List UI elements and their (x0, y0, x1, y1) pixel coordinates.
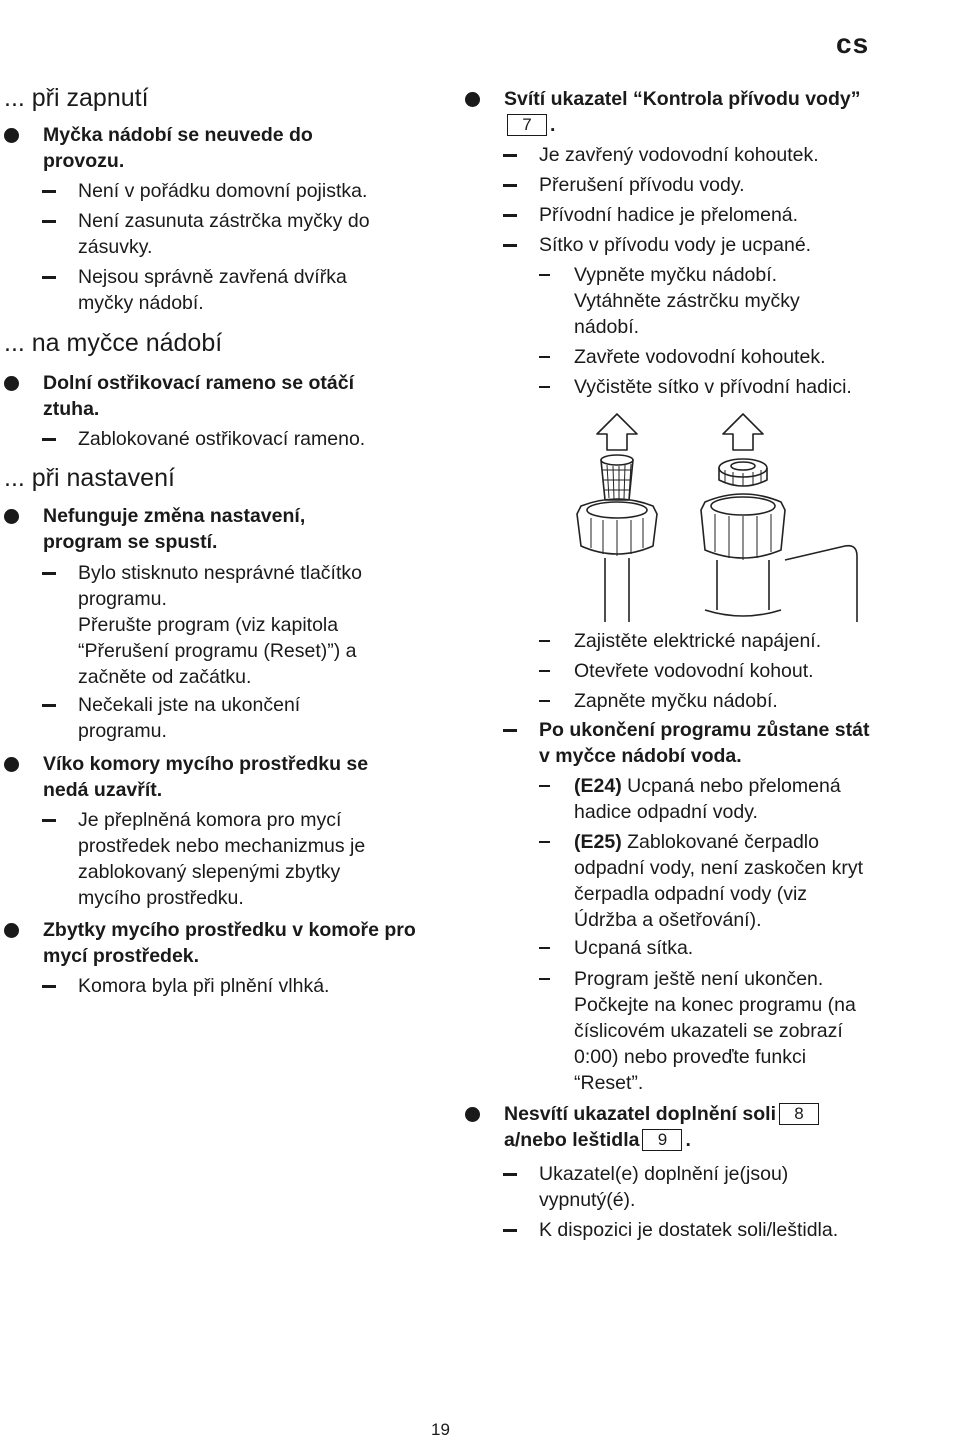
bullet-salt-rinse-indicator (504, 1101, 904, 1153)
hose-connector-1 (577, 499, 657, 622)
step-clean-filter: Vyčistěte sítko v přívodní hadici. (574, 374, 914, 400)
bullet-residue: Zbytky mycího prostředku v komoře pro mycí prostředek. (43, 917, 433, 969)
dash-supply-interrupted: Přerušení přívodu vody. (539, 172, 919, 198)
rinse-aid-text: a/nebo leštidla (504, 1129, 640, 1151)
step-open-tap: Otevřete vodovodní kohout. (574, 658, 914, 684)
indicator-key-7: 7 (507, 114, 547, 136)
bullet-no-start: Myčka nádobí se neuvede do provozu. (43, 122, 343, 174)
section-title-on-dishwasher: ... na myčce nádobí (4, 329, 223, 357)
bullet-lid-not-closing: Víko komory mycího prostředku se nedá uzavřít. (43, 751, 403, 803)
bullet-spray-arm: Dolní ostřikovací rameno se otáčí ztuha. (43, 370, 403, 422)
dash-spray-arm-blocked: Zablokované ostřikovací rameno. (78, 426, 418, 452)
dash-wrong-button: Bylo stisknuto nesprávné tlačítko programu. (78, 560, 408, 612)
salt-indicator-text: Nesvítí ukazatel doplnění soli (504, 1103, 776, 1125)
filter-cap-2 (719, 459, 767, 486)
indicator-key-8: 8 (779, 1103, 819, 1125)
bullet-setting-change: Nefunguje změna nastavení, program se spustí. (43, 503, 363, 555)
up-arrow-icon (597, 414, 637, 450)
error-code-e24: (E24) (574, 775, 622, 797)
dash-filter-blocked: Sítko v přívodu vody je ucpané. (539, 232, 919, 258)
language-code: cs (836, 28, 870, 59)
dash-wet: Komora byla při plnění vlhká. (78, 973, 418, 999)
e24-text: Ucpaná nebo přelomená hadice odpadní vody. (574, 775, 841, 823)
step-close-tap: Zavřete vodovodní kohoutek. (574, 344, 914, 370)
dash-water-remains: Po ukončení programu zůstane stát v myčce nádobí voda. (539, 717, 879, 769)
hose-connector-2 (701, 494, 857, 622)
punctuation-2: . (685, 1129, 691, 1151)
page-number: 19 (431, 1420, 450, 1439)
error-code-e25: (E25) (574, 831, 622, 853)
dash-hose-kinked: Přívodní hadice je přelomená. (539, 202, 919, 228)
up-arrow-icon-2 (723, 414, 763, 450)
step-switch-on: Zapněte myčku nádobí. (574, 688, 914, 714)
text-reset-instruction: Přerušte program (viz kapitola “Přerušení programu (Reset)”) a začněte od začátku. (78, 614, 357, 688)
dash-fuse: Není v pořádku domovní pojistka. (78, 178, 418, 204)
dash-door: Nejsou správně zavřená dvířka myčky nádobí. (78, 264, 398, 316)
dash-not-waited: Nečekali jste na ukončení programu. (78, 692, 378, 744)
indicator-key-9: 9 (642, 1129, 682, 1151)
water-supply-text: Svítí ukazatel “Kontrola přívodu vody” (504, 88, 861, 110)
dash-indicators-off: Ukazatel(e) doplnění je(jsou) vypnutý(é). (539, 1161, 839, 1213)
dash-overfilled: Je přeplněná komora pro mycí prostředek nebo mechanizmus je zablokovaný slepenými zbytky mycího prostředku. (78, 807, 398, 911)
filter-cleaning-illustration (545, 410, 865, 625)
dash-plug: Není zasunuta zástrčka myčky do zásuvky. (78, 208, 398, 260)
step-power-supply: Zajistěte elektrické napájení. (574, 628, 914, 654)
dash-tap-closed: Je zavřený vodovodní kohoutek. (539, 142, 919, 168)
section-title-switch-on: ... při zapnutí (4, 84, 149, 112)
section-title-settings: ... při nastavení (4, 464, 175, 492)
e25-text: Zablokované čerpadlo odpadní vody, není zaskočen kryt čerpadla odpadní vody (viz Údržba a ošetřování). (574, 831, 864, 931)
step-switch-off: Vypněte myčku nádobí. Vytáhněte zástrčku myčky nádobí. (574, 262, 844, 340)
step-e25 (574, 829, 874, 933)
step-filters-blocked: Ucpaná sítka. (574, 935, 894, 961)
step-program-not-finished: Program ještě není ukončen. Počkejte na konec programu (na číslicovém ukazateli se zobrazí 0:00) nebo proveďte funkci “Reset”. (574, 966, 874, 1096)
filter-mesh-1 (601, 455, 633, 500)
step-e24 (574, 773, 894, 825)
bullet-water-supply-indicator (504, 86, 864, 138)
dash-enough-salt: K dispozici je dostatek soli/leštidla. (539, 1217, 919, 1243)
punctuation: . (550, 114, 556, 136)
